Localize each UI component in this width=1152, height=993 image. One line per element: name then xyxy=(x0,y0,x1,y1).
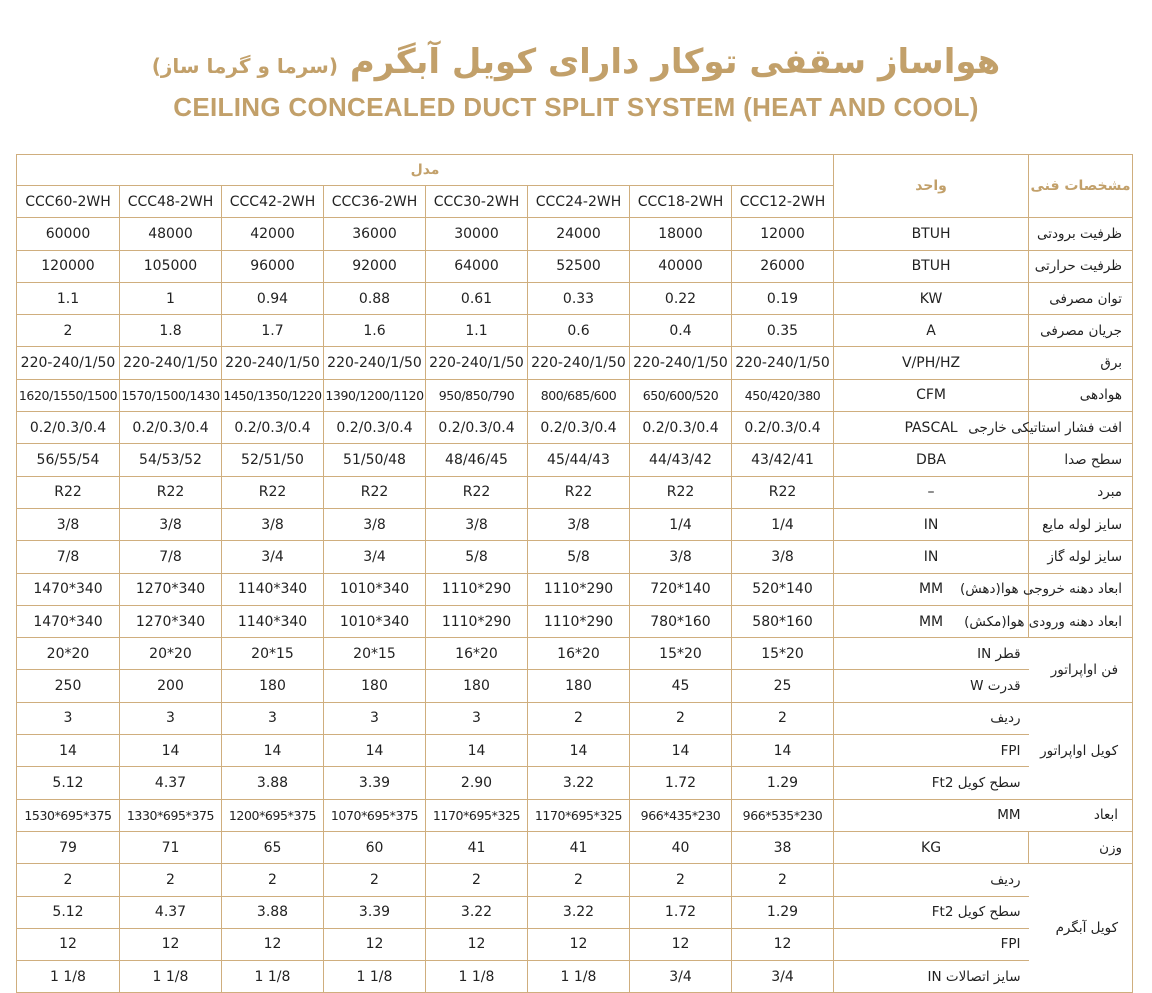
table-row xyxy=(17,379,1133,411)
spec-header: مشخصات فنی xyxy=(1029,155,1133,218)
group-label: ابعاد xyxy=(1029,799,1133,831)
value-cell: R22 xyxy=(630,476,732,508)
value-cell: 180 xyxy=(324,670,426,702)
value-cell: 2 xyxy=(426,864,528,896)
value-cell: 1.1 xyxy=(17,282,120,314)
value-cell: 56/55/54 xyxy=(17,444,120,476)
title-subtitle: (سرما و گرما ساز) xyxy=(151,54,338,78)
value-cell: 20*15 xyxy=(222,638,324,670)
value-cell: 1 1/8 xyxy=(120,961,222,993)
value-cell: 0.2/0.3/0.4 xyxy=(120,412,222,444)
value-cell: 1070*695*375 xyxy=(324,799,426,831)
value-cell: 43/42/41 xyxy=(732,444,834,476)
sub-spec-label: قدرت W xyxy=(834,670,1029,702)
value-cell: 3.22 xyxy=(528,896,630,928)
value-cell: 15*20 xyxy=(732,638,834,670)
spec-label: سایز لوله مایع xyxy=(1029,508,1133,540)
table-row xyxy=(17,508,1133,540)
value-cell: 1140*340 xyxy=(222,573,324,605)
value-cell: 1010*340 xyxy=(324,573,426,605)
table-row xyxy=(17,961,1133,993)
page-title-persian xyxy=(0,38,1152,90)
value-cell: R22 xyxy=(324,476,426,508)
value-cell: 2 xyxy=(222,864,324,896)
value-cell: 2 xyxy=(528,864,630,896)
value-cell: 1110*290 xyxy=(528,605,630,637)
value-cell: 3/8 xyxy=(222,508,324,540)
table-row xyxy=(17,670,1133,702)
value-cell: 14 xyxy=(528,735,630,767)
value-cell: 180 xyxy=(528,670,630,702)
value-cell: R22 xyxy=(120,476,222,508)
table-row xyxy=(17,476,1133,508)
spec-table xyxy=(16,154,1133,993)
value-cell: 45/44/43 xyxy=(528,444,630,476)
value-cell: 220-240/1/50 xyxy=(222,347,324,379)
spec-label: سایز لوله گاز xyxy=(1029,541,1133,573)
value-cell: 52500 xyxy=(528,250,630,282)
sub-spec-label: FPI xyxy=(834,735,1029,767)
value-cell: 1270*340 xyxy=(120,605,222,637)
group-label: کویل اواپراتور xyxy=(1029,702,1133,799)
value-cell: 3 xyxy=(120,702,222,734)
value-cell: 2 xyxy=(630,864,732,896)
sub-spec-label: سایز اتصالات IN xyxy=(834,961,1029,993)
value-cell: 41 xyxy=(426,831,528,863)
unit-cell: KW xyxy=(834,282,1029,314)
value-cell: 1 xyxy=(120,282,222,314)
value-cell: 3/8 xyxy=(17,508,120,540)
table-row xyxy=(17,250,1133,282)
value-cell: 51/50/48 xyxy=(324,444,426,476)
value-cell: 3/8 xyxy=(120,508,222,540)
value-cell: 3.39 xyxy=(324,896,426,928)
value-cell: 60000 xyxy=(17,218,120,250)
value-cell: 220-240/1/50 xyxy=(528,347,630,379)
value-cell: 12000 xyxy=(732,218,834,250)
value-cell: 12 xyxy=(17,928,120,960)
group-label: فن اواپراتور xyxy=(1029,638,1133,703)
value-cell: 26000 xyxy=(732,250,834,282)
value-cell: 0.2/0.3/0.4 xyxy=(528,412,630,444)
value-cell: 4.37 xyxy=(120,896,222,928)
value-cell: 3 xyxy=(324,702,426,734)
value-cell: 1110*290 xyxy=(426,573,528,605)
value-cell: 1 1/8 xyxy=(17,961,120,993)
value-cell: 120000 xyxy=(17,250,120,282)
value-cell: 0.22 xyxy=(630,282,732,314)
unit-cell: V/PH/HZ xyxy=(834,347,1029,379)
value-cell: 250 xyxy=(17,670,120,702)
value-cell: 12 xyxy=(528,928,630,960)
model-name: CCC12-2WH xyxy=(732,186,834,218)
value-cell: 44/43/42 xyxy=(630,444,732,476)
value-cell: 2 xyxy=(120,864,222,896)
value-cell: 180 xyxy=(222,670,324,702)
spec-label: ظرفیت حرارتی xyxy=(1029,250,1133,282)
value-cell: 3/8 xyxy=(426,508,528,540)
value-cell: 2 xyxy=(17,864,120,896)
page-title-english: CEILING CONCEALED DUCT SPLIT SYSTEM (HEAT AND COOL) xyxy=(173,92,979,122)
spec-label: ابعاد دهنه خروجی هوا(دهش) xyxy=(1029,573,1133,605)
model-header: مدل xyxy=(17,155,834,186)
unit-cell: MM xyxy=(834,605,1029,637)
value-cell: 780*160 xyxy=(630,605,732,637)
unit-cell: A xyxy=(834,315,1029,347)
model-name: CCC42-2WH xyxy=(222,186,324,218)
value-cell: 220-240/1/50 xyxy=(630,347,732,379)
value-cell: 96000 xyxy=(222,250,324,282)
value-cell: 1390/1200/1120 xyxy=(324,379,426,411)
sub-spec-label: ردیف xyxy=(834,864,1029,896)
value-cell: 0.2/0.3/0.4 xyxy=(426,412,528,444)
value-cell: 2 xyxy=(630,702,732,734)
value-cell: 0.94 xyxy=(222,282,324,314)
value-cell: 2 xyxy=(732,864,834,896)
value-cell: 3 xyxy=(222,702,324,734)
value-cell: 1530*695*375 xyxy=(17,799,120,831)
unit-cell: – xyxy=(834,476,1029,508)
value-cell: 1.72 xyxy=(630,767,732,799)
value-cell: 0.6 xyxy=(528,315,630,347)
value-cell: 966*435*230 xyxy=(630,799,732,831)
value-cell: 60 xyxy=(324,831,426,863)
table-row xyxy=(17,864,1133,896)
value-cell: R22 xyxy=(222,476,324,508)
table-row xyxy=(17,702,1133,734)
value-cell: 0.2/0.3/0.4 xyxy=(630,412,732,444)
value-cell: 30000 xyxy=(426,218,528,250)
sub-spec-label: FPI xyxy=(834,928,1029,960)
spec-label: وزن xyxy=(1029,831,1133,863)
value-cell: R22 xyxy=(528,476,630,508)
unit-cell: MM xyxy=(834,573,1029,605)
value-cell: 65 xyxy=(222,831,324,863)
value-cell: 1170*695*325 xyxy=(528,799,630,831)
value-cell: 3.88 xyxy=(222,896,324,928)
table-row xyxy=(17,638,1133,670)
table-row xyxy=(17,541,1133,573)
value-cell: 1170*695*325 xyxy=(426,799,528,831)
value-cell: 650/600/520 xyxy=(630,379,732,411)
value-cell: 42000 xyxy=(222,218,324,250)
header-row-1 xyxy=(17,155,1133,186)
value-cell: 3.39 xyxy=(324,767,426,799)
value-cell: 220-240/1/50 xyxy=(732,347,834,379)
value-cell: 14 xyxy=(426,735,528,767)
value-cell: 25 xyxy=(732,670,834,702)
value-cell: 12 xyxy=(630,928,732,960)
value-cell: 41 xyxy=(528,831,630,863)
value-cell: 0.2/0.3/0.4 xyxy=(222,412,324,444)
value-cell: 12 xyxy=(222,928,324,960)
value-cell: 2 xyxy=(528,702,630,734)
value-cell: 3/4 xyxy=(732,961,834,993)
value-cell: 5/8 xyxy=(528,541,630,573)
value-cell: 0.2/0.3/0.4 xyxy=(324,412,426,444)
unit-header: واحد xyxy=(834,155,1029,218)
value-cell: 92000 xyxy=(324,250,426,282)
value-cell: 14 xyxy=(324,735,426,767)
value-cell: 3.22 xyxy=(426,896,528,928)
value-cell: 180 xyxy=(426,670,528,702)
value-cell: 1620/1550/1500 xyxy=(17,379,120,411)
table-row xyxy=(17,799,1133,831)
value-cell: 1110*290 xyxy=(426,605,528,637)
table-row xyxy=(17,896,1133,928)
value-cell: 950/850/790 xyxy=(426,379,528,411)
value-cell: 2 xyxy=(732,702,834,734)
value-cell: 220-240/1/50 xyxy=(17,347,120,379)
spec-label: سطح صدا xyxy=(1029,444,1133,476)
model-name: CCC30-2WH xyxy=(426,186,528,218)
spec-label: جریان مصرفی xyxy=(1029,315,1133,347)
sub-spec-label: سطح کویل Ft2 xyxy=(834,767,1029,799)
value-cell: 5/8 xyxy=(426,541,528,573)
value-cell: 3/4 xyxy=(630,961,732,993)
value-cell: 1.72 xyxy=(630,896,732,928)
value-cell: 0.35 xyxy=(732,315,834,347)
value-cell: 1 1/8 xyxy=(324,961,426,993)
table-row xyxy=(17,315,1133,347)
value-cell: 1140*340 xyxy=(222,605,324,637)
group-label: کویل آبگرم xyxy=(1029,864,1133,993)
value-cell: 20*20 xyxy=(120,638,222,670)
value-cell: 1.29 xyxy=(732,896,834,928)
value-cell: 14 xyxy=(732,735,834,767)
unit-cell: BTUH xyxy=(834,218,1029,250)
value-cell: 5.12 xyxy=(17,896,120,928)
table-row xyxy=(17,831,1133,863)
value-cell: 1470*340 xyxy=(17,573,120,605)
sub-spec-label: سطح کویل Ft2 xyxy=(834,896,1029,928)
unit-cell: CFM xyxy=(834,379,1029,411)
unit-cell: KG xyxy=(834,831,1029,863)
value-cell: 966*535*230 xyxy=(732,799,834,831)
value-cell: 1200*695*375 xyxy=(222,799,324,831)
value-cell: 54/53/52 xyxy=(120,444,222,476)
unit-cell: PASCAL xyxy=(834,412,1029,444)
value-cell: 220-240/1/50 xyxy=(426,347,528,379)
value-cell: 0.19 xyxy=(732,282,834,314)
model-name: CCC24-2WH xyxy=(528,186,630,218)
spec-label: برق xyxy=(1029,347,1133,379)
sub-spec-label: ردیف xyxy=(834,702,1029,734)
table-row xyxy=(17,444,1133,476)
table-row xyxy=(17,412,1133,444)
value-cell: 71 xyxy=(120,831,222,863)
table-row xyxy=(17,928,1133,960)
value-cell: 7/8 xyxy=(120,541,222,573)
model-name: CCC48-2WH xyxy=(120,186,222,218)
table-row xyxy=(17,282,1133,314)
table-row xyxy=(17,605,1133,637)
spec-label: ظرفیت برودتی xyxy=(1029,218,1133,250)
value-cell: 16*20 xyxy=(426,638,528,670)
value-cell: 14 xyxy=(17,735,120,767)
value-cell: 36000 xyxy=(324,218,426,250)
value-cell: 3/8 xyxy=(528,508,630,540)
value-cell: 0.88 xyxy=(324,282,426,314)
value-cell: 800/685/600 xyxy=(528,379,630,411)
value-cell: 3 xyxy=(426,702,528,734)
spec-label: هوادهی xyxy=(1029,379,1133,411)
value-cell: 14 xyxy=(630,735,732,767)
value-cell: 38 xyxy=(732,831,834,863)
value-cell: 580*160 xyxy=(732,605,834,637)
table-row xyxy=(17,347,1133,379)
value-cell: 1 1/8 xyxy=(426,961,528,993)
value-cell: 48/46/45 xyxy=(426,444,528,476)
value-cell: 5.12 xyxy=(17,767,120,799)
value-cell: 200 xyxy=(120,670,222,702)
value-cell: 3/8 xyxy=(324,508,426,540)
model-name: CCC18-2WH xyxy=(630,186,732,218)
value-cell: 20*15 xyxy=(324,638,426,670)
value-cell: 220-240/1/50 xyxy=(324,347,426,379)
value-cell: 2 xyxy=(17,315,120,347)
value-cell: 79 xyxy=(17,831,120,863)
value-cell: 2 xyxy=(324,864,426,896)
value-cell: 2.90 xyxy=(426,767,528,799)
value-cell: 1110*290 xyxy=(528,573,630,605)
value-cell: 4.37 xyxy=(120,767,222,799)
value-cell: 14 xyxy=(222,735,324,767)
value-cell: 7/8 xyxy=(17,541,120,573)
spec-label: افت فشار استاتیکی خارجی xyxy=(1029,412,1133,444)
sub-spec-label: قطر IN xyxy=(834,638,1029,670)
value-cell: 1/4 xyxy=(732,508,834,540)
value-cell: 12 xyxy=(120,928,222,960)
value-cell: 40 xyxy=(630,831,732,863)
value-cell: 20*20 xyxy=(17,638,120,670)
title-main: هواساز سقفی توکار دارای کویل آبگرم xyxy=(349,42,1001,82)
value-cell: R22 xyxy=(732,476,834,508)
unit-cell: DBA xyxy=(834,444,1029,476)
model-name: CCC60-2WH xyxy=(17,186,120,218)
value-cell: 1 1/8 xyxy=(528,961,630,993)
sub-spec-label: MM xyxy=(834,799,1029,831)
value-cell: 3/4 xyxy=(222,541,324,573)
table-row xyxy=(17,218,1133,250)
value-cell: 105000 xyxy=(120,250,222,282)
value-cell: 1.29 xyxy=(732,767,834,799)
value-cell: 1330*695*375 xyxy=(120,799,222,831)
unit-cell: IN xyxy=(834,541,1029,573)
value-cell: 3/8 xyxy=(630,541,732,573)
value-cell: 16*20 xyxy=(528,638,630,670)
value-cell: 1.6 xyxy=(324,315,426,347)
value-cell: 1570/1500/1430 xyxy=(120,379,222,411)
value-cell: 1.7 xyxy=(222,315,324,347)
value-cell: 3/8 xyxy=(732,541,834,573)
value-cell: 0.2/0.3/0.4 xyxy=(732,412,834,444)
spec-label: ابعاد دهنه ورودی هوا(مکش) xyxy=(1029,605,1133,637)
value-cell: 3 xyxy=(17,702,120,734)
value-cell: 40000 xyxy=(630,250,732,282)
value-cell: 12 xyxy=(732,928,834,960)
value-cell: 48000 xyxy=(120,218,222,250)
table-row xyxy=(17,767,1133,799)
value-cell: 0.33 xyxy=(528,282,630,314)
table-row xyxy=(17,573,1133,605)
value-cell: 0.2/0.3/0.4 xyxy=(17,412,120,444)
table-row xyxy=(17,735,1133,767)
value-cell: 64000 xyxy=(426,250,528,282)
value-cell: 720*140 xyxy=(630,573,732,605)
value-cell: 1.8 xyxy=(120,315,222,347)
spec-label: توان مصرفی xyxy=(1029,282,1133,314)
unit-cell: BTUH xyxy=(834,250,1029,282)
value-cell: 520*140 xyxy=(732,573,834,605)
value-cell: 52/51/50 xyxy=(222,444,324,476)
value-cell: 12 xyxy=(426,928,528,960)
value-cell: 3/4 xyxy=(324,541,426,573)
value-cell: 0.4 xyxy=(630,315,732,347)
value-cell: 3.22 xyxy=(528,767,630,799)
value-cell: 12 xyxy=(324,928,426,960)
value-cell: 0.61 xyxy=(426,282,528,314)
value-cell: 45 xyxy=(630,670,732,702)
value-cell: 1/4 xyxy=(630,508,732,540)
value-cell: 1450/1350/1220 xyxy=(222,379,324,411)
value-cell: R22 xyxy=(426,476,528,508)
unit-cell: IN xyxy=(834,508,1029,540)
value-cell: 3.88 xyxy=(222,767,324,799)
value-cell: 1470*340 xyxy=(17,605,120,637)
value-cell: 1.1 xyxy=(426,315,528,347)
value-cell: 18000 xyxy=(630,218,732,250)
value-cell: 1270*340 xyxy=(120,573,222,605)
value-cell: 220-240/1/50 xyxy=(120,347,222,379)
value-cell: 15*20 xyxy=(630,638,732,670)
value-cell: 1 1/8 xyxy=(222,961,324,993)
value-cell: R22 xyxy=(17,476,120,508)
spec-label: مبرد xyxy=(1029,476,1133,508)
value-cell: 24000 xyxy=(528,218,630,250)
value-cell: 14 xyxy=(120,735,222,767)
value-cell: 1010*340 xyxy=(324,605,426,637)
model-name: CCC36-2WH xyxy=(324,186,426,218)
value-cell: 450/420/380 xyxy=(732,379,834,411)
